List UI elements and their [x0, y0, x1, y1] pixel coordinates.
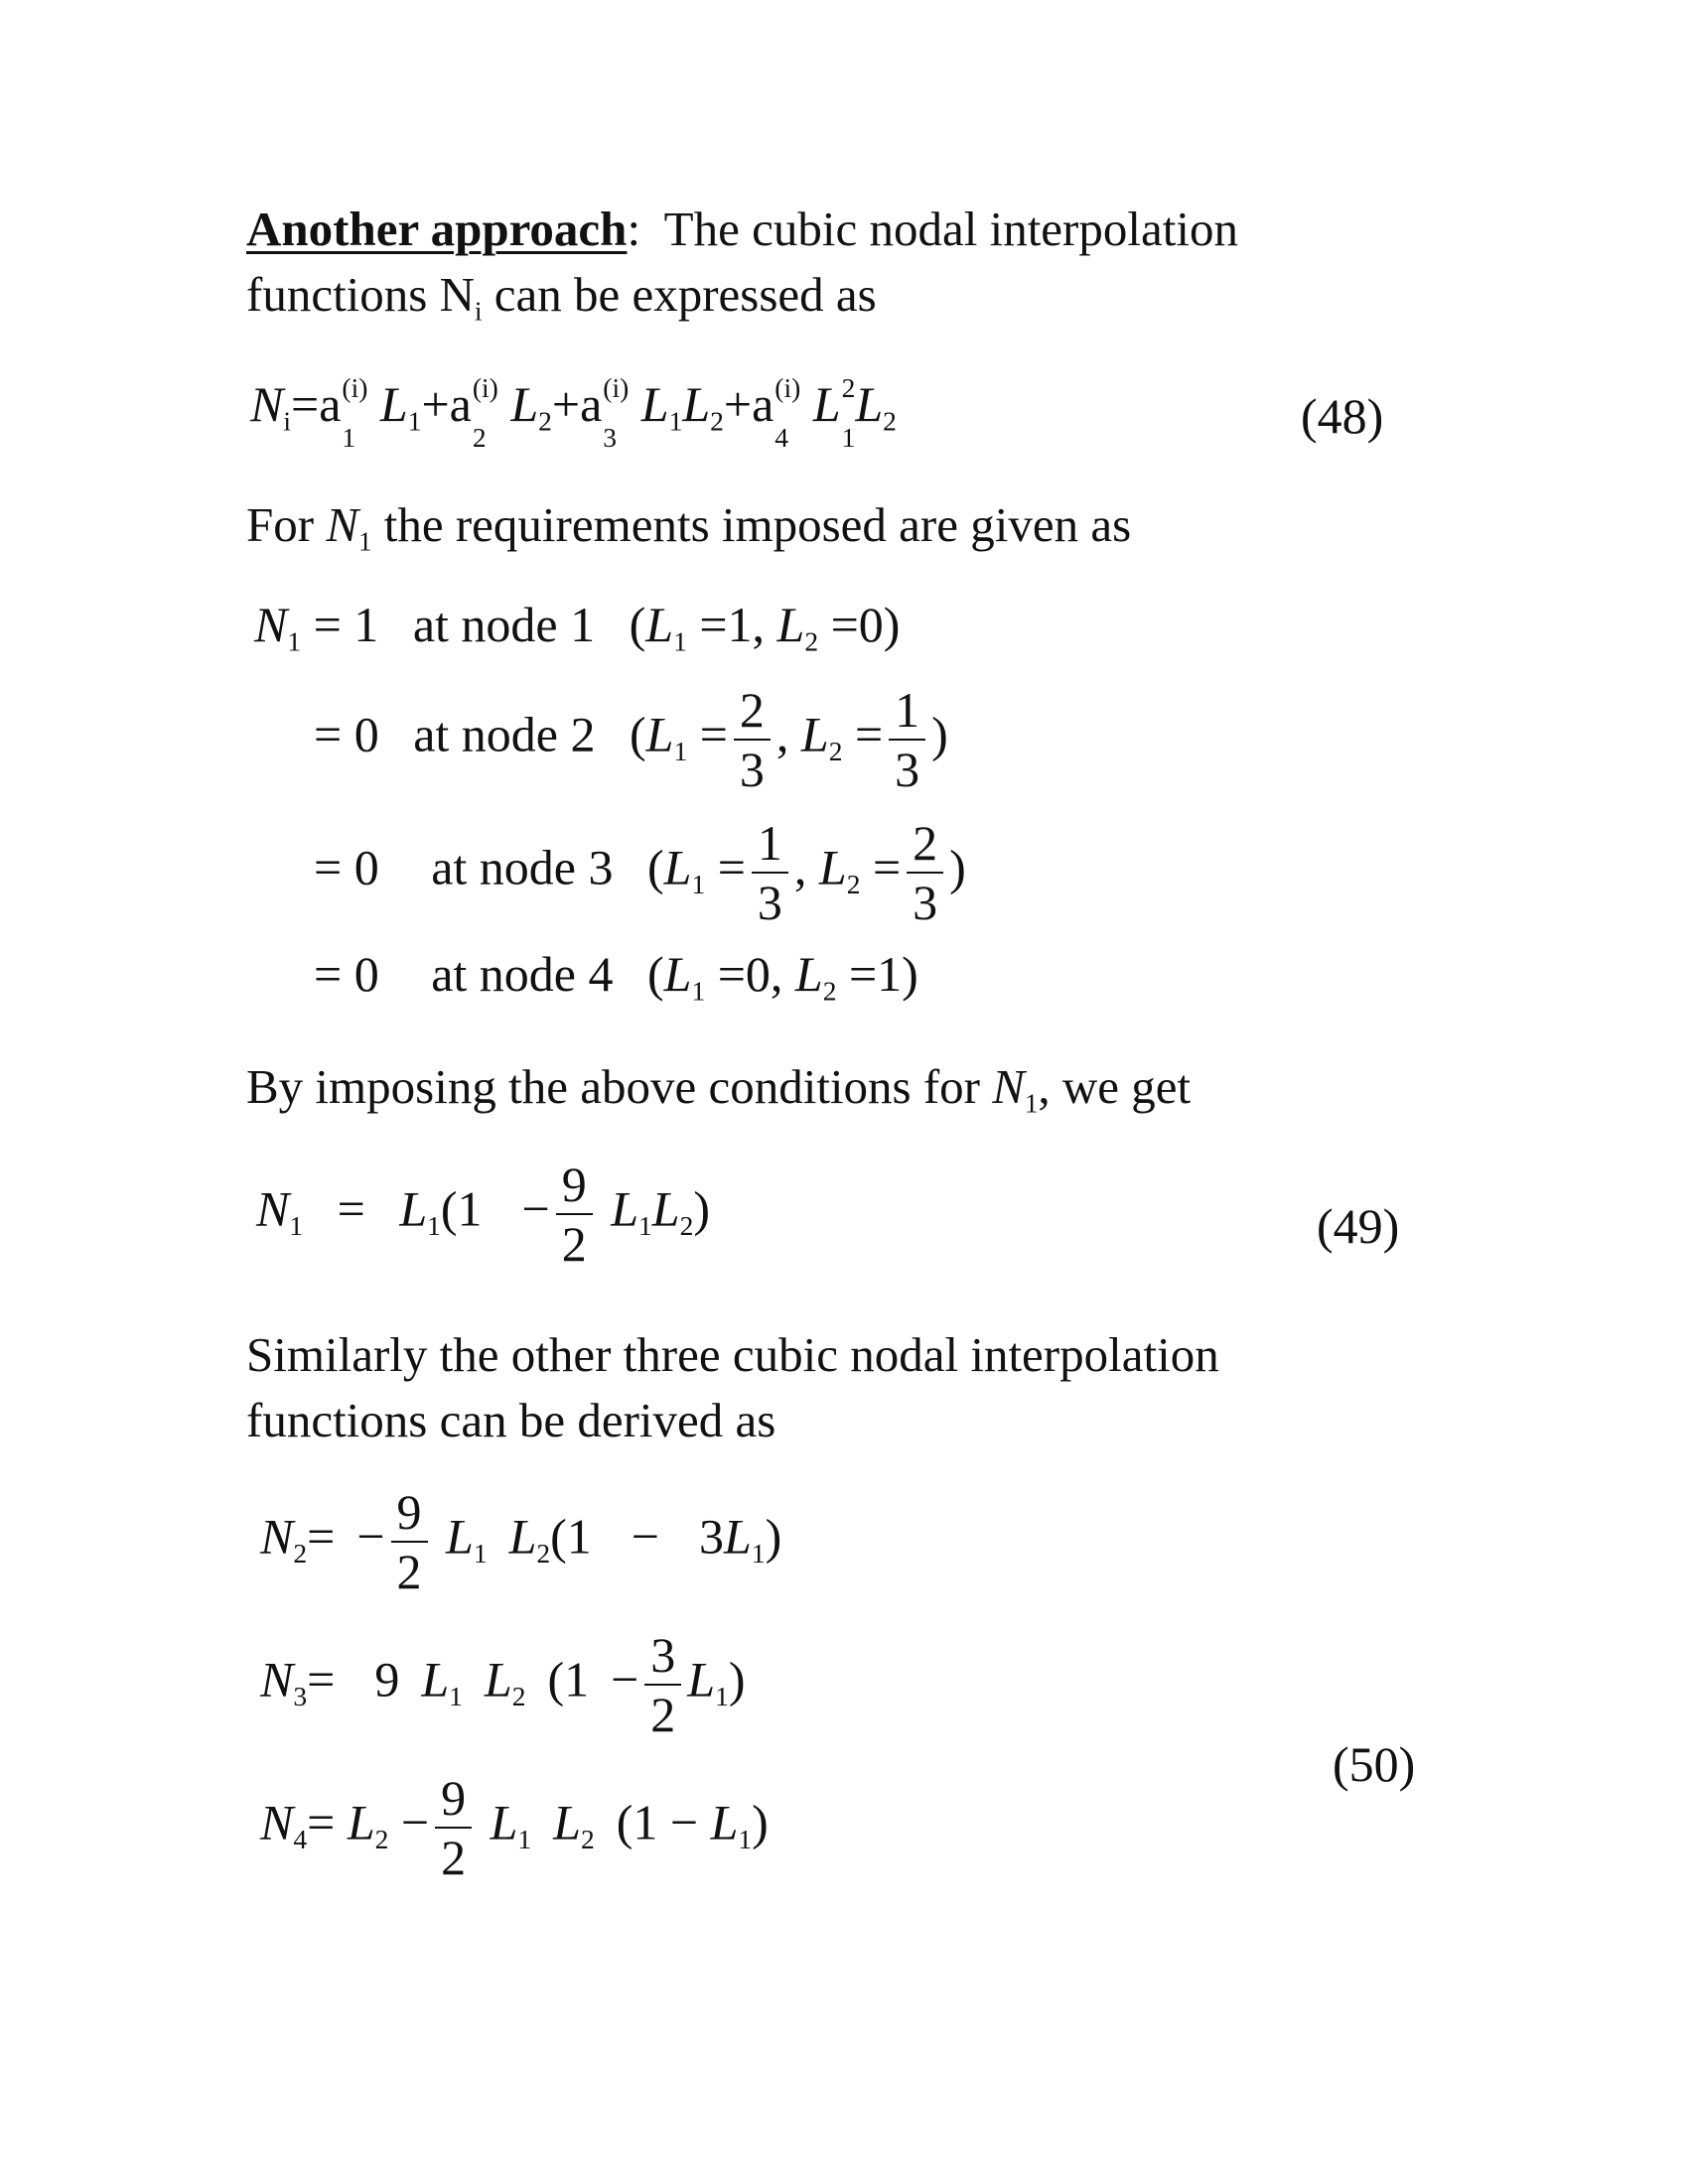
section-heading: Another approach [246, 202, 628, 256]
intro-paragraph [246, 197, 1238, 343]
equation-48: $N_i=a$ (i) 1 $L_1+a$ (i) 2 $L_2+a$ (i) 3 $L_1L_2+a$ (i) 4 L 2 1 $L_2$ [250, 371, 897, 453]
equation-number-50: (50) [1333, 1736, 1416, 1792]
equation-number-48: (48) [1301, 388, 1384, 444]
fraction: $\frac{9}{2}$ [435, 1773, 472, 1882]
condition-row-2: = 0 at node 2 ($L_1$ = $\frac{2}{3}$ , $L_2$ = $\frac{1}{3}$ ) [314, 682, 948, 797]
fraction: $\frac{2}{3}$ [907, 818, 943, 927]
equation-number-49: (49) [1317, 1198, 1400, 1254]
equation-49: $N_1 = L_1(1$ − $\frac{9}{2}$ $L_1L_2$) [256, 1157, 711, 1272]
equation-50-n2: $N_2=$ − $\frac{9}{2}$ $L_1$ $L_2(1 - 3L_1)$ [260, 1484, 782, 1599]
equation-50-n3: $N_3= 9$ $L_1$ $L_2$ (1 − $\frac{3}{2}$ $L_1$) [260, 1627, 746, 1742]
fraction: $\frac{2}{3}$ [734, 685, 771, 794]
fraction: $\frac{3}{2}$ [644, 1630, 681, 1739]
fraction: $\frac{9}{2}$ [556, 1160, 593, 1269]
fraction: $\frac{1}{3}$ [752, 818, 788, 927]
requirements-intro: For $N_1$ the requirements imposed are given as [246, 497, 1132, 557]
similarly-paragraph: Similarly the other three cubic nodal interpolation functions can be derived as [246, 1327, 1219, 1447]
condition-row-4: = 0 at node 4 ($L_1 =0$, $L_2 =1$) [314, 946, 918, 1007]
imposing-text: By imposing the above conditions for $N_1$, we get [246, 1059, 1192, 1119]
intro-line-2: functions $N_i$ can be expressed as [246, 267, 877, 327]
fraction: $\frac{1}{3}$ [889, 685, 925, 794]
condition-row-1: $N_1 = 1$ at node 1 ($L_1 =1$, $L_2 =0$) [254, 597, 901, 657]
fraction: $\frac{9}{2}$ [391, 1487, 428, 1596]
intro-line-1: Another approach: The cubic nodal interpolation [246, 202, 1238, 256]
equation-50-n4: $N_4= L_2$ − $\frac{9}{2}$ $L_1$ $L_2$ $(1 - L_1)$ [260, 1770, 769, 1885]
condition-row-3: = 0 at node 3 ($L_1$ = $\frac{1}{3}$ , $L_2$ = $\frac{2}{3}$ ) [314, 815, 966, 930]
